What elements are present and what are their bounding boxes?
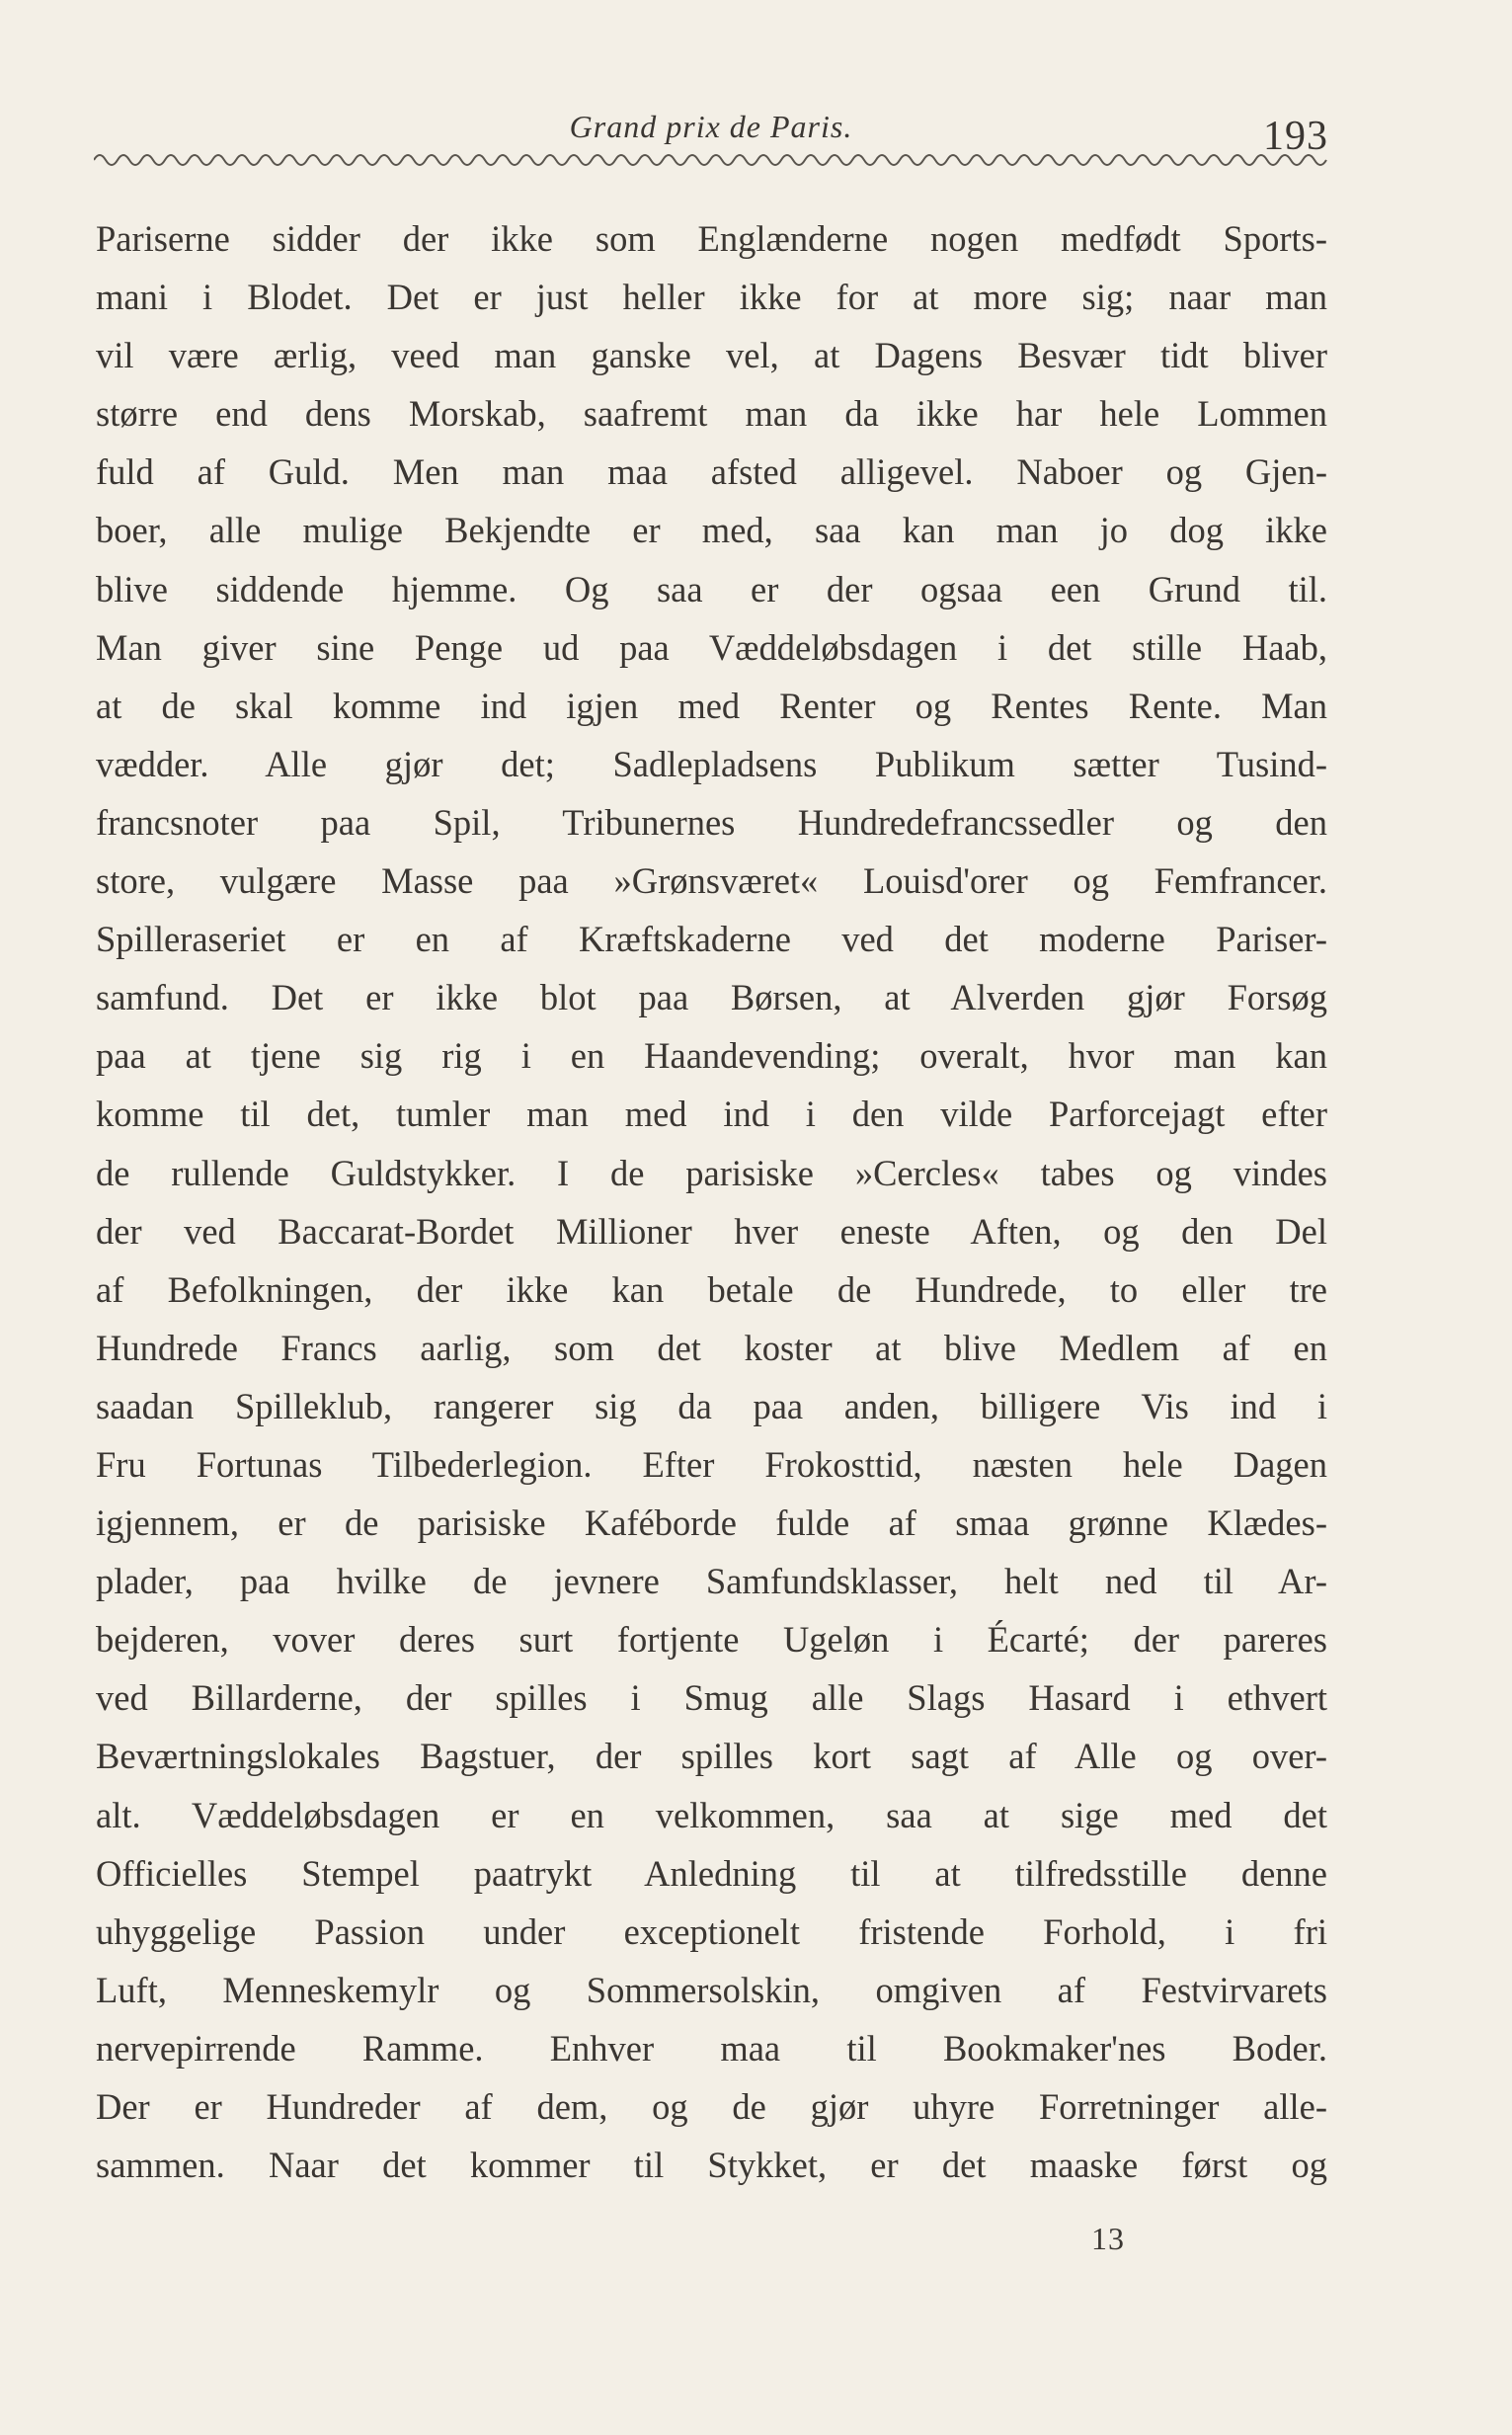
text-line: Beværtningslokales Bagstuer, der spilles kort sagt af Alle og over- (96, 1736, 1327, 1777)
text-line: Officielles Stempel paatrykt Anledning til at tilfredsstille denne (96, 1852, 1327, 1894)
text-line: Pariserne sidder der ikke som Englænderne nogen medfødt Sports- (96, 218, 1327, 259)
text-line: paa at tjene sig rig i en Haandevending; overalt, hvor man kan (96, 1035, 1327, 1077)
text-line: bejderen, vover deres surt fortjente Ugeløn i Écarté; der pareres (96, 1619, 1327, 1661)
header-ornament-rule (94, 142, 1328, 176)
text-line: vil være ærlig, veed man ganske vel, at Dagens Besvær tidt bliver (96, 335, 1327, 376)
text-line: saadan Spilleklub, rangerer sig da paa anden, billigere Vis ind i (96, 1385, 1327, 1426)
text-line: uhyggelige Passion under exceptionelt fristende Forhold, i fri (96, 1910, 1327, 1952)
text-line: Der er Hundreder af dem, og de gjør uhyre Forretninger alle- (96, 2086, 1327, 2127)
text-line: francsnoter paa Spil, Tribunernes Hundredefrancssedler og den (96, 801, 1327, 843)
text-line: der ved Baccarat-Bordet Millioner hver eneste Aften, og den Del (96, 1210, 1327, 1252)
body-text (96, 209, 1327, 2194)
text-line: store, vulgære Masse paa »Grønsværet« Louisd'orer og Femfrancer. (96, 860, 1327, 902)
text-line: fuld af Guld. Men man maa afsted alligevel. Naboer og Gjen- (96, 451, 1327, 493)
text-line: at de skal komme ind igjen med Renter og Rentes Rente. Man (96, 685, 1327, 726)
text-line: de rullende Guldstykker. I de parisiske »Cercles« tabes og vindes (96, 1152, 1327, 1193)
page-header (94, 99, 1328, 178)
text-line: plader, paa hvilke de jevnere Samfundsklasser, helt ned til Ar- (96, 1561, 1327, 1602)
text-line: Spilleraseriet er en af Kræftskaderne ved det moderne Pariser- (96, 919, 1327, 960)
text-line: større end dens Morskab, saafremt man da ikke har hele Lommen (96, 393, 1327, 435)
text-line: blive siddende hjemme. Og saa er der ogsaa een Grund til. (96, 568, 1327, 609)
text-line: Luft, Menneskemylr og Sommersolskin, omgiven af Festvirvarets (96, 1969, 1327, 2010)
text-line: sammen. Naar det kommer til Stykket, er det maaske først og (96, 2145, 1327, 2186)
text-line: boer, alle mulige Bekjendte er med, saa kan man jo dog ikke (96, 510, 1327, 551)
text-line: alt. Væddeløbsdagen er en velkommen, saa at sige med det (96, 1794, 1327, 1835)
signature-mark: 13 (1091, 2221, 1125, 2256)
text-line: ved Billarderne, der spilles i Smug alle Slags Hasard i ethvert (96, 1677, 1327, 1719)
text-line: vædder. Alle gjør det; Sadlepladsens Publikum sætter Tusind- (96, 743, 1327, 784)
text-line: af Befolkningen, der ikke kan betale de Hundrede, to eller tre (96, 1268, 1327, 1310)
text-line: nervepirrende Ramme. Enhver maa til Bookmaker'nes Boder. (96, 2027, 1327, 2069)
text-line: Fru Fortunas Tilbederlegion. Efter Frokosttid, næsten hele Dagen (96, 1443, 1327, 1485)
text-line: igjennem, er de parisiske Kaféborde fulde af smaa grønne Klædes- (96, 1502, 1327, 1544)
page-number: 193 (1263, 114, 1328, 159)
text-line: mani i Blodet. Det er just heller ikke for at more sig; naar man (96, 277, 1327, 318)
text-line: Hundrede Francs aarlig, som det koster at blive Medlem af en (96, 1327, 1327, 1368)
text-line: samfund. Det er ikke blot paa Børsen, at Alverden gjør Forsøg (96, 977, 1327, 1018)
text-line: Man giver sine Penge ud paa Væddeløbsdagen i det stille Haab, (96, 626, 1327, 668)
running-title: Grand prix de Paris. (569, 109, 853, 144)
text-line: komme til det, tumler man med ind i den vilde Parforcejagt efter (96, 1094, 1327, 1135)
